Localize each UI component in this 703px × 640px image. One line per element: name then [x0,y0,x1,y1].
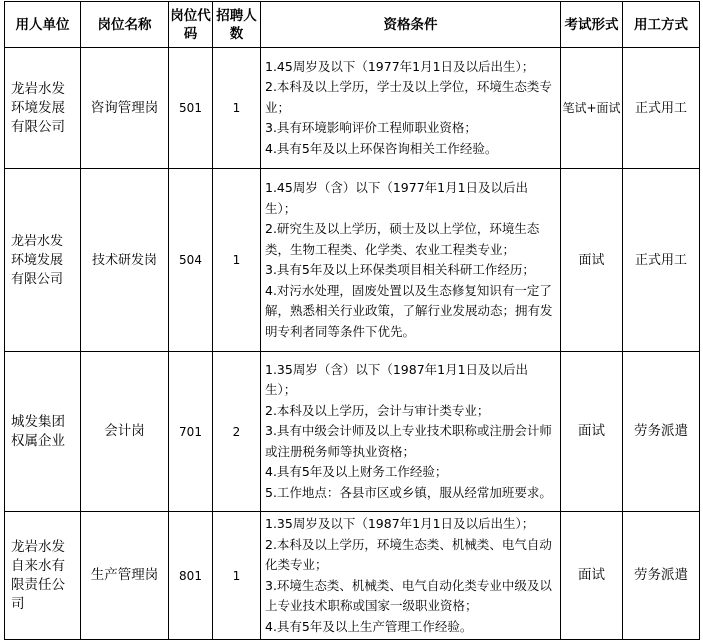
cell-employment: 正式用工 [623,48,700,169]
cell-exam: 面试 [561,512,623,640]
cell-code: 701 [169,352,213,512]
cell-code: 801 [169,512,213,640]
header-code: 岗位代码 [169,2,213,48]
header-requirements: 资格条件 [261,2,561,48]
cell-exam: 面试 [561,352,623,512]
requirement-item: 2.本科及以上学历，环境生态类、机械类、电气自动化类专业； [265,536,552,572]
cell-unit: 龙岩水发环境发展有限公司 [5,169,81,352]
cell-unit: 龙岩水发环境发展有限公司 [5,48,81,169]
requirement-item: 2.本科及以上学历，会计与审计类专业； [265,402,490,418]
cell-code: 501 [169,48,213,169]
recruitment-table [4,1,700,640]
cell-requirements [261,169,561,352]
requirement-item: 4.对污水处理，固废处置以及生态修复知识有一定了解，熟悉相关行业政策，了解行业发展动态；拥有发明专利者同等条件下优先。 [265,282,553,339]
table-row [5,352,700,512]
requirement-item: 2.研究生及以上学历，硕士及以上学位，环境生态类，生物工程类、化学类、农业工程类专业； [265,221,540,257]
header-employment: 用工方式 [623,2,700,48]
table-row [5,512,700,640]
requirement-item: 3.具有中级会计师及以上专业技术职称或注册会计师或注册税务师等执业资格； [265,423,552,459]
cell-code: 504 [169,169,213,352]
cell-count: 1 [213,169,261,352]
cell-position: 生产管理岗 [81,512,169,640]
requirement-item: 1.45周岁及以下（1977年1月1日及以后出生）； [265,58,535,74]
requirement-item: 1.35周岁及以下（1987年1月1日及以后出生）； [265,516,535,531]
requirement-item: 2.本科及以上学历，学士及以上学位，环境生态类专业； [265,79,552,115]
table-row [5,169,700,352]
header-position: 岗位名称 [81,2,169,48]
cell-position: 会计岗 [81,352,169,512]
requirement-item: 3.具有环境影响评价工程师职业资格； [265,120,477,136]
cell-requirements [261,48,561,169]
header-exam: 考试形式 [561,2,623,48]
cell-exam: 笔试+面试 [561,48,623,169]
header-unit: 用人单位 [5,2,81,48]
requirement-item: 4.具有5年及以上财务工作经验； [265,464,448,480]
cell-count: 1 [213,48,261,169]
header-row [5,2,700,48]
cell-unit: 城发集团权属企业 [5,352,81,512]
requirement-item: 4.具有5年及以上环保咨询相关工作经验。 [265,140,498,156]
requirement-item: 4.具有5年及以上生产管理工作经验。 [265,618,473,634]
header-count: 招聘人数 [213,2,261,48]
cell-position: 技术研发岗 [81,169,169,352]
cell-count: 2 [213,352,261,512]
table-row [5,48,700,169]
cell-employment: 劳务派遣 [623,352,700,512]
requirement-item: 1.45周岁（含）以下（1977年1月1日及以后出生）； [265,180,529,216]
cell-count: 1 [213,512,261,640]
cell-requirements [261,352,561,512]
cell-exam: 面试 [561,169,623,352]
cell-requirements [261,512,561,640]
cell-employment: 正式用工 [623,169,700,352]
requirement-item: 1.35周岁（含）以下（1987年1月1日及以后出生）； [265,361,529,398]
cell-position: 咨询管理岗 [81,48,169,169]
requirement-item: 3.具有5年及以上环保类项目相关科研工作经历； [265,262,535,277]
cell-employment: 劳务派遣 [623,512,700,640]
cell-unit: 龙岩水发自来水有限责任公司 [5,512,81,640]
requirement-item: 5.工作地点：各县市区或乡镇，服从经常加班要求。 [265,484,552,500]
requirement-item: 3.环境生态类、机械类、电气自动化类专业中级及以上专业技术职称或国家一级职业资格； [265,577,552,613]
